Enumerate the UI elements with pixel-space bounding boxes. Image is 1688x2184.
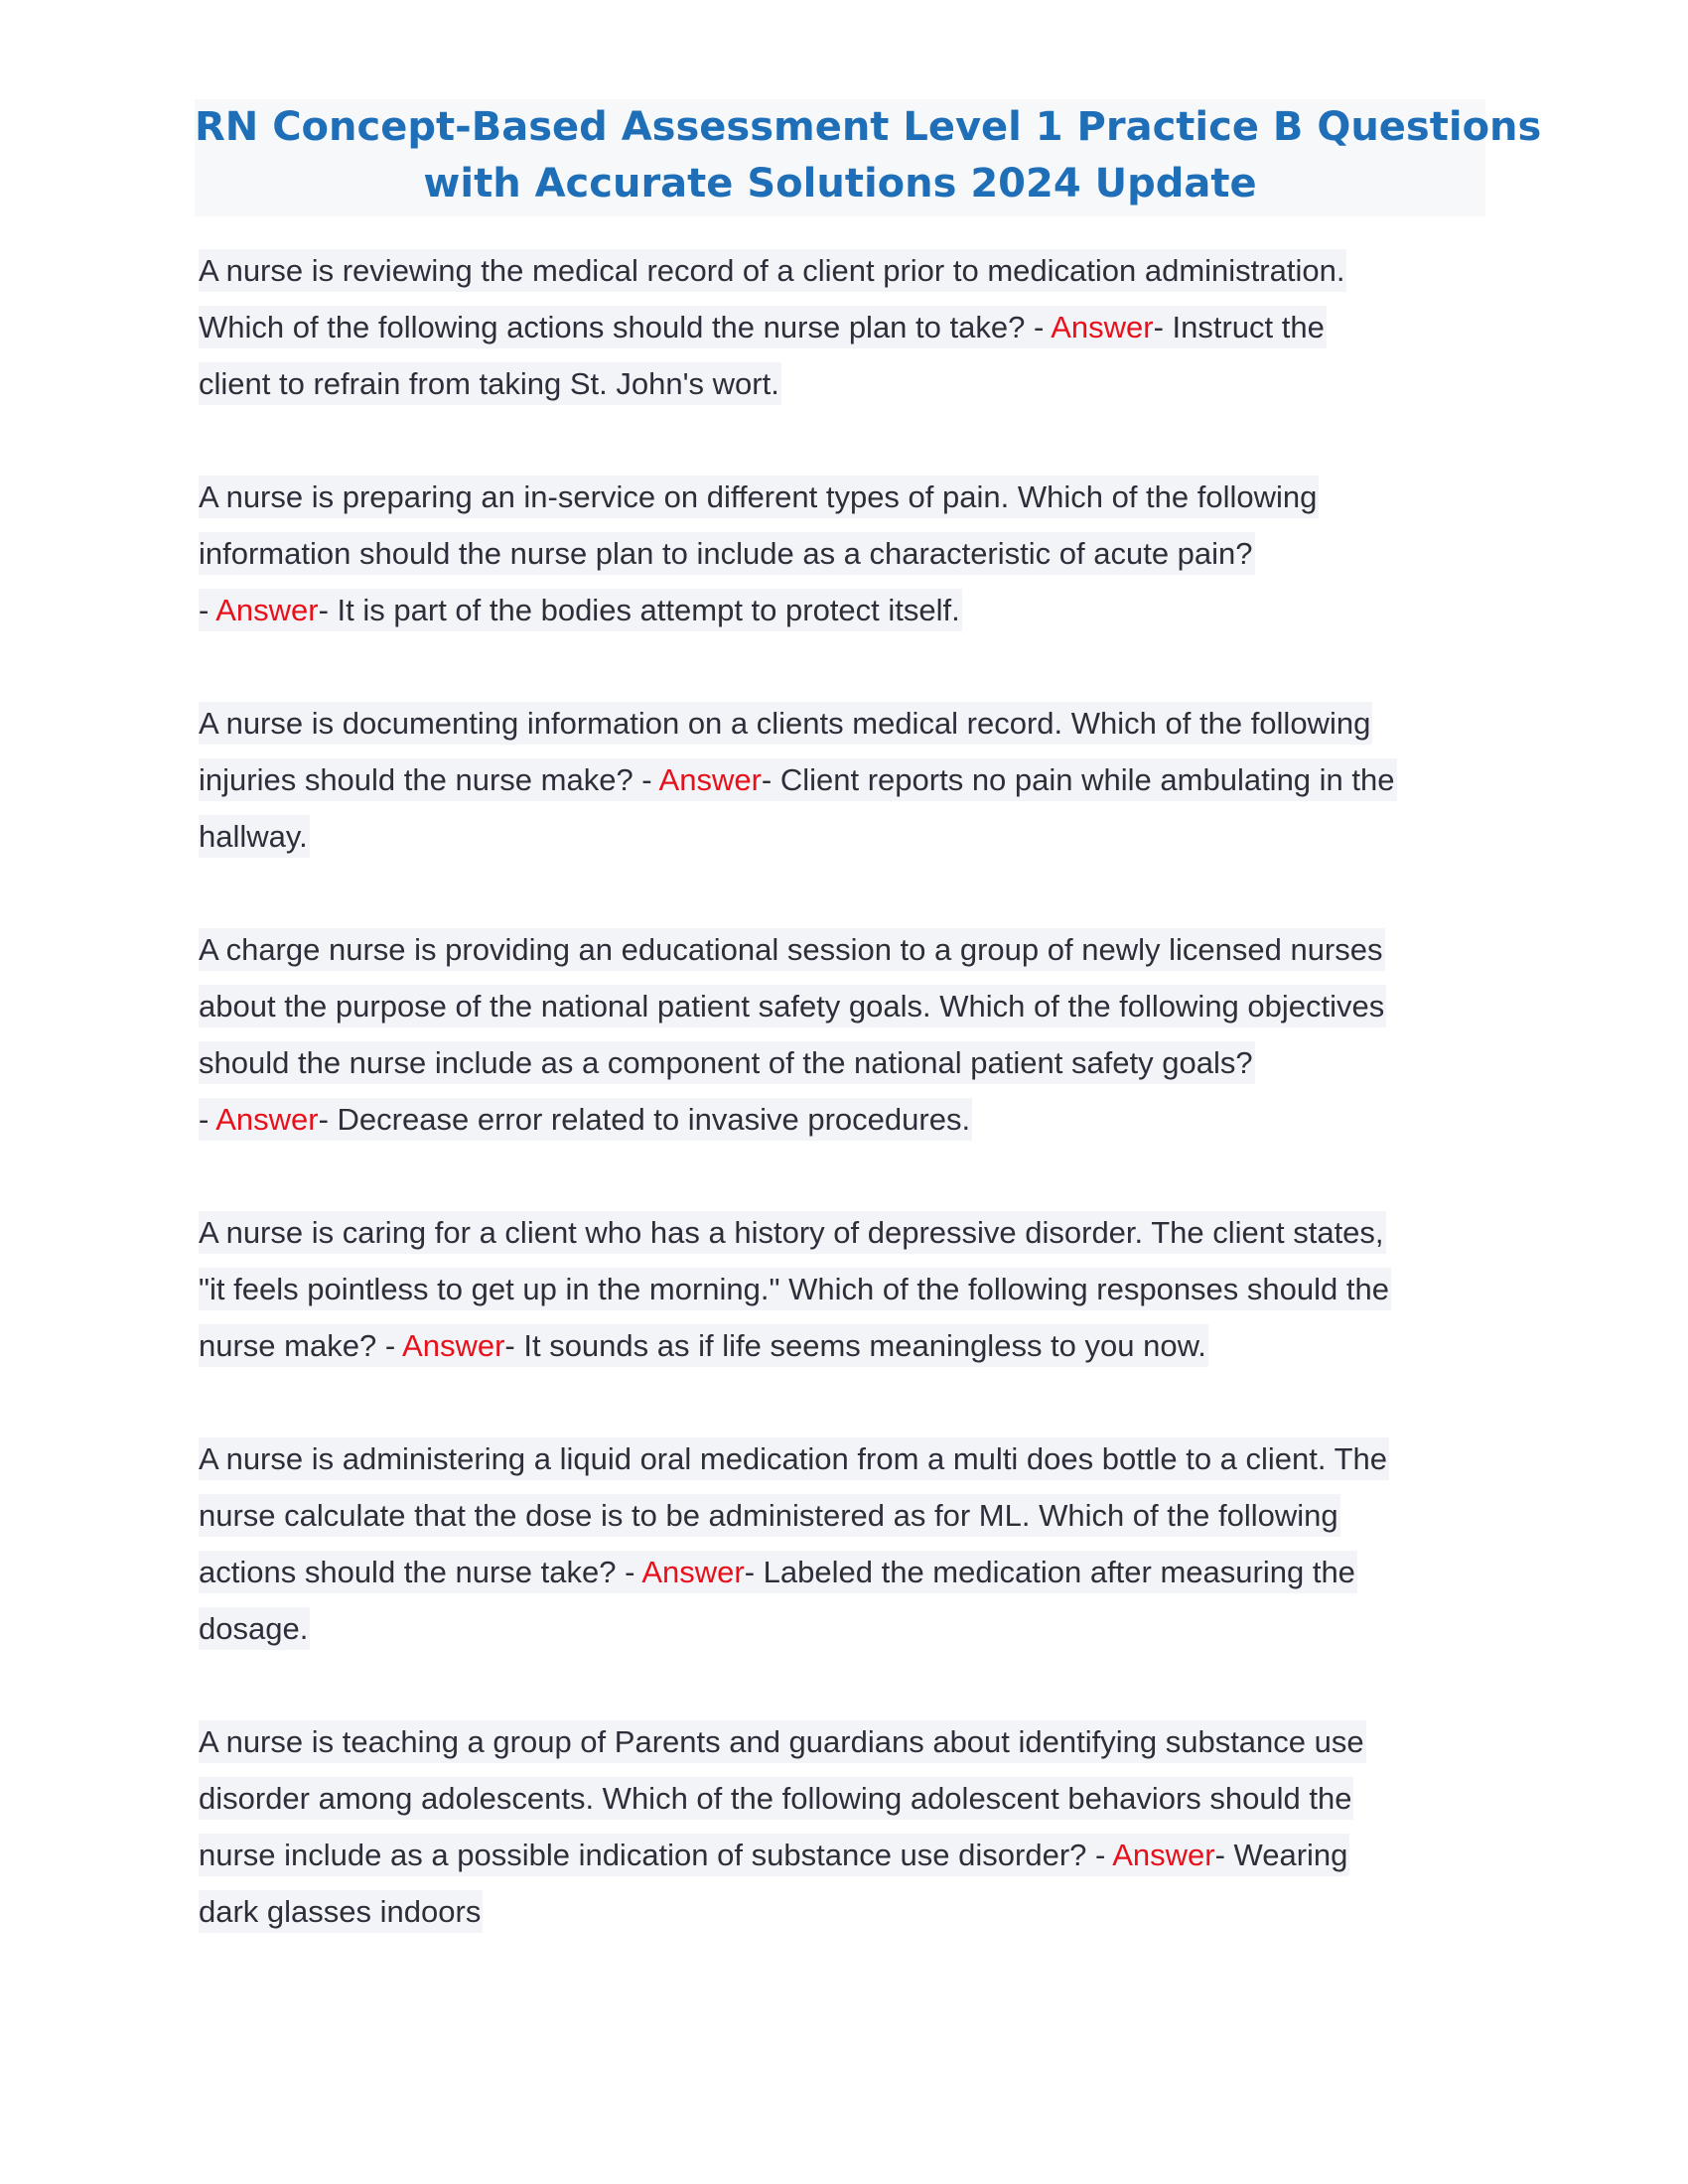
qa-line xyxy=(199,1770,1499,1827)
question-text: injuries should the nurse make? - xyxy=(199,762,659,797)
answer-text: - It sounds as if life seems meaningless to you now. xyxy=(504,1328,1206,1363)
qa-item xyxy=(199,242,1499,412)
qa-line-text: client to refrain from taking St. John's wort. xyxy=(199,362,781,405)
answer-label: Answer xyxy=(402,1328,505,1363)
qa-line xyxy=(199,1034,1499,1091)
answer-text: - Labeled the medication after measuring the xyxy=(744,1555,1355,1589)
title-line-1: RN Concept-Based Assessment Level 1 Practice B Questions xyxy=(195,104,1542,150)
question-text: actions should the nurse take? - xyxy=(199,1555,642,1589)
question-answer-list xyxy=(199,242,1499,1996)
qa-item xyxy=(199,1713,1499,1940)
qa-line-text: A nurse is reviewing the medical record of a client prior to medication administration. xyxy=(199,249,1346,292)
answer-label: Answer xyxy=(1112,1838,1215,1872)
qa-line-text: A nurse is administering a liquid oral medication from a multi does bottle to a client. The xyxy=(199,1437,1389,1480)
question-text: nurse include as a possible indication of substance use disorder? - xyxy=(199,1838,1113,1872)
qa-line-text xyxy=(199,1551,1357,1593)
document-title xyxy=(195,99,1542,216)
answer-text: - Instruct the xyxy=(1153,310,1325,344)
qa-item xyxy=(199,469,1499,638)
qa-line xyxy=(199,1431,1499,1487)
qa-line xyxy=(199,751,1499,808)
qa-line xyxy=(199,1487,1499,1544)
answer-text: - It is part of the bodies attempt to protect itself. xyxy=(318,593,960,627)
qa-line-text: hallway. xyxy=(199,815,310,858)
qa-line-text: dosage. xyxy=(199,1607,310,1650)
answer-label: Answer xyxy=(641,1555,745,1589)
qa-item xyxy=(199,921,1499,1148)
qa-line xyxy=(199,808,1499,865)
qa-line-text: disorder among adolescents. Which of the following adolescent behaviors should the xyxy=(199,1777,1353,1820)
qa-line xyxy=(199,1204,1499,1261)
qa-line xyxy=(199,1544,1499,1600)
qa-line xyxy=(199,1261,1499,1317)
answer-text: - Decrease error related to invasive procedures. xyxy=(318,1102,971,1137)
qa-line xyxy=(199,1827,1499,1883)
answer-label: Answer xyxy=(215,593,319,627)
qa-line xyxy=(199,242,1499,299)
qa-line-text: dark glasses indoors xyxy=(199,1890,483,1933)
answer-text: - Client reports no pain while ambulating in the xyxy=(761,762,1395,797)
qa-line-text xyxy=(199,306,1327,348)
qa-line-text: A nurse is documenting information on a clients medical record. Which of the following xyxy=(199,702,1372,745)
qa-line-text xyxy=(199,758,1397,801)
qa-line xyxy=(199,1091,1499,1148)
qa-line xyxy=(199,469,1499,525)
qa-item xyxy=(199,1204,1499,1374)
qa-line-text: A nurse is preparing an in-service on different types of pain. Which of the following xyxy=(199,476,1319,518)
qa-line-text: should the nurse include as a component of the national patient safety goals? xyxy=(199,1041,1255,1084)
question-text: Which of the following actions should the nurse plan to take? - xyxy=(199,310,1052,344)
qa-line xyxy=(199,921,1499,978)
answer-label: Answer xyxy=(658,762,762,797)
qa-line-text: nurse calculate that the dose is to be administered as for ML. Which of the following xyxy=(199,1494,1340,1537)
question-text: - xyxy=(199,1102,216,1137)
qa-line-text: "it feels pointless to get up in the morning." Which of the following responses should the xyxy=(199,1268,1391,1310)
question-text: - xyxy=(199,593,216,627)
qa-line xyxy=(199,1713,1499,1770)
answer-label: Answer xyxy=(1051,310,1154,344)
qa-item xyxy=(199,695,1499,865)
qa-line xyxy=(199,299,1499,355)
qa-item xyxy=(199,1431,1499,1657)
qa-line xyxy=(199,978,1499,1034)
qa-line-text: A charge nurse is providing an educational session to a group of newly licensed nurses xyxy=(199,928,1385,971)
question-text: nurse make? - xyxy=(199,1328,403,1363)
answer-label: Answer xyxy=(215,1102,319,1137)
qa-line-text: information should the nurse plan to include as a characteristic of acute pain? xyxy=(199,532,1255,575)
qa-line xyxy=(199,1600,1499,1657)
answer-text: - Wearing xyxy=(1214,1838,1348,1872)
qa-line xyxy=(199,1317,1499,1374)
qa-line xyxy=(199,1883,1499,1940)
qa-line xyxy=(199,695,1499,751)
qa-line xyxy=(199,525,1499,582)
title-line-2: with Accurate Solutions 2024 Update xyxy=(423,161,1257,206)
qa-line xyxy=(199,355,1499,412)
qa-line-text: A nurse is caring for a client who has a history of depressive disorder. The client states, xyxy=(199,1211,1386,1254)
qa-line-text: A nurse is teaching a group of Parents and guardians about identifying substance use xyxy=(199,1720,1366,1763)
qa-line-text xyxy=(199,589,962,631)
qa-line-text: about the purpose of the national patient safety goals. Which of the following objectives xyxy=(199,985,1386,1027)
qa-line-text xyxy=(199,1324,1208,1367)
qa-line-text xyxy=(199,1098,972,1141)
qa-line xyxy=(199,582,1499,638)
qa-line-text xyxy=(199,1834,1349,1876)
